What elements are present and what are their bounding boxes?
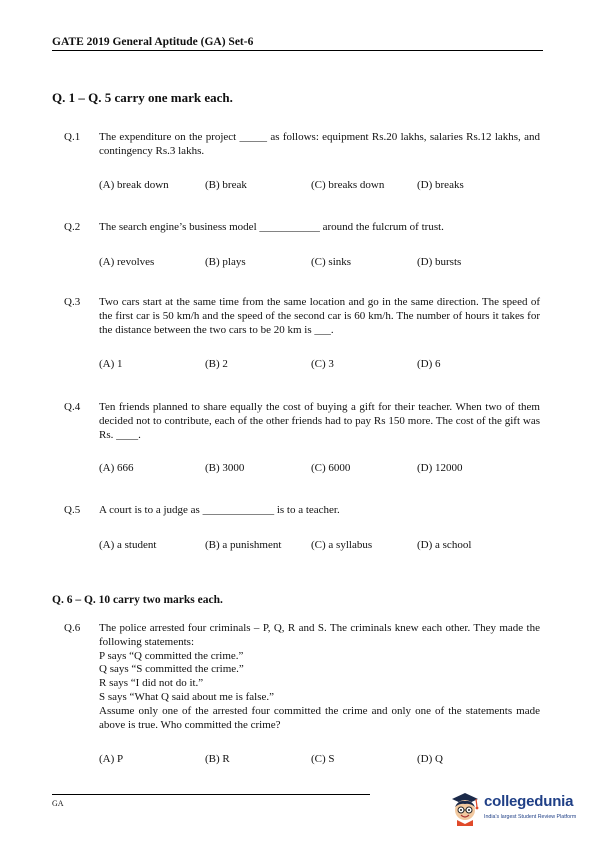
logo-wordmark: collegedunia bbox=[484, 793, 574, 810]
page-header-title: GATE 2019 General Aptitude (GA) Set-6 bbox=[52, 36, 254, 48]
graduate-mascot-icon bbox=[448, 790, 482, 826]
question-text: The expenditure on the project _____ as follows: equipment Rs.20 lakhs, salaries Rs.12 lakhs, and contingency Rs.3 lakhs. bbox=[99, 131, 540, 157]
question-text: The search engine’s business model ___________ around the fulcrum of trust. bbox=[99, 221, 444, 233]
question-outro: Assume only one of the arrested four committed the crime and only one of the statements made above is true. Who committed the crime? bbox=[99, 704, 540, 731]
collegedunia-logo bbox=[448, 790, 588, 830]
option-b: (B) 3000 bbox=[205, 462, 245, 474]
option-c: (C) sinks bbox=[311, 256, 352, 268]
question-text: A court is to a judge as _____________ is to a teacher. bbox=[99, 504, 340, 516]
question-text: Ten friends planned to share equally the cost of buying a gift for their teacher. When two of them decided not to contribute, each of the other friends had to pay Rs 150 more. The cost of the gift was Rs. ____. bbox=[99, 401, 540, 441]
statement-s: S says “What Q said about me is false.” bbox=[99, 690, 275, 703]
option-d: (D) breaks bbox=[417, 179, 464, 191]
option-b: (B) 2 bbox=[205, 358, 228, 370]
statement-r: R says “I did not do it.” bbox=[99, 677, 204, 690]
footer-label: GA bbox=[52, 799, 64, 808]
question-3-options bbox=[99, 358, 540, 372]
footer-divider bbox=[52, 794, 370, 795]
statement-q: Q says “S committed the crime.” bbox=[99, 663, 244, 676]
option-c: (C) 6000 bbox=[311, 462, 351, 474]
question-5-options bbox=[99, 539, 540, 553]
question-text: Two cars start at the same time from the same location and go in the same direction. The speed of the first car is 50 km/h and the speed of the second car is 60 km/h. The number of hours it takes for the distance between the two cars to be 20 km is ___. bbox=[99, 296, 540, 336]
question-4 bbox=[64, 401, 540, 442]
section-heading-one-mark: Q. 1 – Q. 5 carry one mark each. bbox=[52, 90, 233, 105]
question-number: Q.5 bbox=[64, 504, 81, 516]
question-5 bbox=[64, 504, 540, 518]
option-c: (C) a syllabus bbox=[311, 539, 373, 551]
option-d: (D) a school bbox=[417, 539, 472, 551]
option-a: (A) a student bbox=[99, 539, 157, 551]
option-a: (A) revolves bbox=[99, 256, 155, 268]
option-b: (B) break bbox=[205, 179, 247, 191]
question-6 bbox=[64, 622, 540, 732]
option-d: (D) bursts bbox=[417, 256, 462, 268]
question-number: Q.4 bbox=[64, 401, 81, 413]
section-heading-two-marks: Q. 6 – Q. 10 carry two marks each. bbox=[52, 594, 223, 606]
question-intro: The police arrested four criminals – P, Q, R and S. The criminals knew each other. They made the following statements: bbox=[99, 622, 540, 648]
question-number: Q.6 bbox=[64, 622, 81, 634]
question-number: Q.1 bbox=[64, 131, 81, 143]
logo-tagline: India's largest Student Review Platform bbox=[484, 814, 577, 820]
question-number: Q.2 bbox=[64, 221, 81, 233]
option-a: (A) P bbox=[99, 753, 124, 765]
question-1 bbox=[64, 131, 540, 159]
header-divider bbox=[52, 50, 543, 51]
option-a: (A) 666 bbox=[99, 462, 134, 474]
question-6-options bbox=[99, 753, 540, 767]
option-b: (B) a punishment bbox=[205, 539, 282, 551]
question-number: Q.3 bbox=[64, 296, 81, 308]
option-c: (C) S bbox=[311, 753, 335, 765]
question-2 bbox=[64, 221, 540, 235]
option-a: (A) break down bbox=[99, 179, 169, 191]
option-d: (D) Q bbox=[417, 753, 443, 765]
option-c: (C) 3 bbox=[311, 358, 334, 370]
question-1-options bbox=[99, 179, 540, 193]
option-d: (D) 6 bbox=[417, 358, 441, 370]
option-b: (B) plays bbox=[205, 256, 246, 268]
statement-p: P says “Q committed the crime.” bbox=[99, 649, 244, 662]
option-c: (C) breaks down bbox=[311, 179, 385, 191]
option-a: (A) 1 bbox=[99, 358, 123, 370]
question-4-options bbox=[99, 462, 540, 476]
option-b: (B) R bbox=[205, 753, 230, 765]
question-3 bbox=[64, 296, 540, 337]
question-2-options bbox=[99, 256, 540, 270]
option-d: (D) 12000 bbox=[417, 462, 463, 474]
